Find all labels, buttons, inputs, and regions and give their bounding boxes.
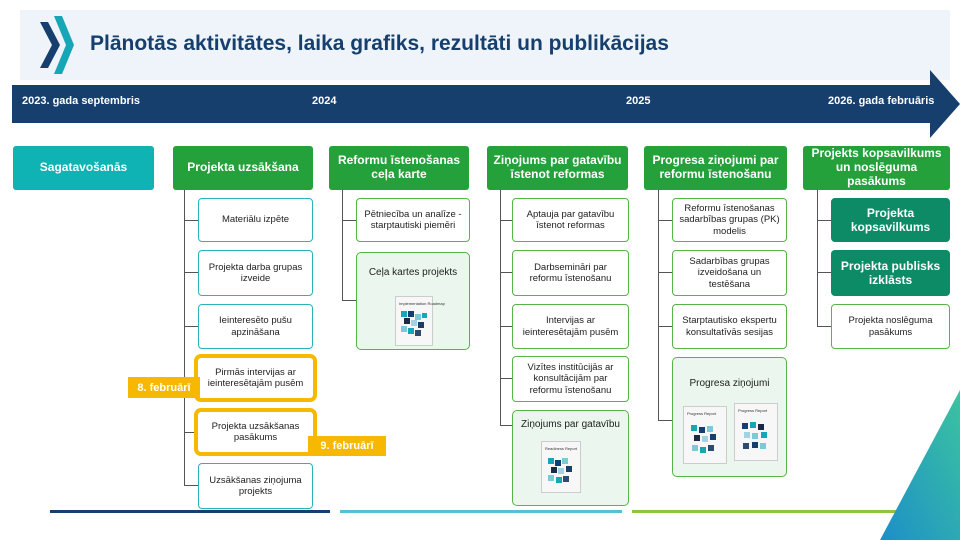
timeline-start-label: 2023. gada septembris: [22, 95, 141, 107]
task-research-international-examples: Pētniecība un analīze - starptautiski piemēri: [356, 198, 470, 242]
report-mosaic-icon: [689, 423, 721, 457]
col4-branch: [658, 220, 672, 221]
col4-branch: [658, 326, 672, 327]
task-cooperation-group-model: Reformu īstenošanas sadarbības grupas (PK) modelis: [672, 198, 787, 242]
task-expert-sessions: Starptautisko ekspertu konsultatīvās sesijas: [672, 304, 787, 349]
report-cover-roadmap: [395, 296, 445, 346]
col3-branch: [500, 272, 512, 273]
col3-branch: [500, 326, 512, 327]
col4-branch: [658, 420, 672, 421]
phase-summary-closing: Projekts kopsavilkums un noslēguma pasākums: [803, 146, 950, 190]
col3-branch: [500, 378, 512, 379]
panel-readiness-report-title: Ziņojums par gatavību: [521, 419, 620, 430]
col3-connector: [500, 190, 501, 425]
report-cover-readiness-title: Readiness Report: [545, 446, 578, 451]
task-group-setup-testing: Sadarbības grupas izveidošana un testēšana: [672, 250, 787, 296]
panel-roadmap-draft: [356, 252, 470, 350]
bottom-rule-navy: [50, 510, 330, 513]
timeline-arrow: [12, 70, 960, 138]
col1-branch: [184, 485, 198, 486]
date-badge-feb9: 9. februārī: [308, 436, 386, 456]
report-cover-roadmap-title: Implementation Roadmap: [399, 301, 445, 306]
report-cover-progress-2: [734, 403, 778, 461]
col1-branch: [184, 326, 198, 327]
phase-preparation: Sagatavošanās: [13, 146, 154, 190]
task-institution-visits: Vizītes institūcijās ar konsultācijām par reformu īstenošanu: [512, 356, 629, 402]
col5-connector: [817, 190, 818, 326]
col1-branch: [184, 220, 198, 221]
col1-branch: [184, 272, 198, 273]
timeline-end-label: 2026. gada februāris: [828, 95, 935, 107]
col1-connector: [184, 190, 185, 485]
task-stakeholder-mapping: Ieinteresēto pušu apzināšana: [198, 304, 313, 349]
report-cover-progress-1: [683, 406, 727, 464]
phase-roadmap: Reformu īstenošanas ceļa karte: [329, 146, 469, 190]
task-public-presentation: Projekta publisks izklāsts: [831, 250, 950, 296]
col4-branch: [658, 272, 672, 273]
panel-readiness-report: [512, 410, 629, 506]
col2-connector: [342, 190, 343, 300]
bottom-rule-teal: [340, 510, 622, 513]
col2-branch: [342, 220, 356, 221]
corner-decoration: [860, 390, 960, 540]
task-working-group-setup: Projekta darba grupas izveide: [198, 250, 313, 296]
report-mosaic-icon: [546, 456, 576, 486]
phase-progress-reports: Progresa ziņojumi par reformu īstenošanu: [644, 146, 787, 190]
task-launch-event: Projekta uzsākšanas pasākums: [194, 408, 317, 456]
task-stakeholder-interviews: Intervijas ar ieinteresētajām pusēm: [512, 304, 629, 349]
report-mosaic-icon: [740, 420, 772, 454]
col5-branch: [817, 326, 831, 327]
col4-connector: [658, 190, 659, 420]
report-cover-progress-2-title: Progress Report: [738, 408, 768, 413]
task-workshops: Darbsemināri par reformu īstenošanu: [512, 250, 629, 296]
page-title: Plānotās aktivitātes, laika grafiks, rezultāti un publikācijas: [90, 32, 669, 55]
panel-progress-reports: [672, 357, 787, 477]
col2-branch: [342, 300, 356, 301]
task-first-interviews: Pirmās intervijas ar ieinteresētajām pusēm: [194, 354, 317, 402]
report-cover-progress-1-title: Progress Report: [687, 411, 717, 416]
oecd-logo-icon: [38, 14, 76, 76]
task-project-summary: Projekta kopsavilkums: [831, 198, 950, 242]
task-readiness-survey: Aptauja par gatavību īstenot reformas: [512, 198, 629, 242]
panel-progress-reports-title: Progresa ziņojumi: [689, 378, 770, 389]
task-closing-event: Projekta noslēguma pasākums: [831, 304, 950, 349]
report-cover-readiness: [541, 441, 581, 493]
timeline-2025-label: 2025: [626, 95, 651, 107]
panel-roadmap-draft-title: Ceļa kartes projekts: [368, 267, 458, 278]
phase-project-launch: Projekta uzsākšana: [173, 146, 313, 190]
date-badge-feb8: 8. februārī: [128, 377, 200, 398]
phase-readiness-report: Ziņojums par gatavību īstenot reformas: [487, 146, 628, 190]
task-inception-report-draft: Uzsākšanas ziņojuma projekts: [198, 463, 313, 509]
timeline-2024-label: 2024: [312, 95, 337, 107]
task-materials-research: Materiālu izpēte: [198, 198, 313, 242]
col3-branch: [500, 425, 512, 426]
report-mosaic-icon: [399, 309, 429, 339]
col3-branch: [500, 220, 512, 221]
col5-branch: [817, 220, 831, 221]
col5-branch: [817, 272, 831, 273]
